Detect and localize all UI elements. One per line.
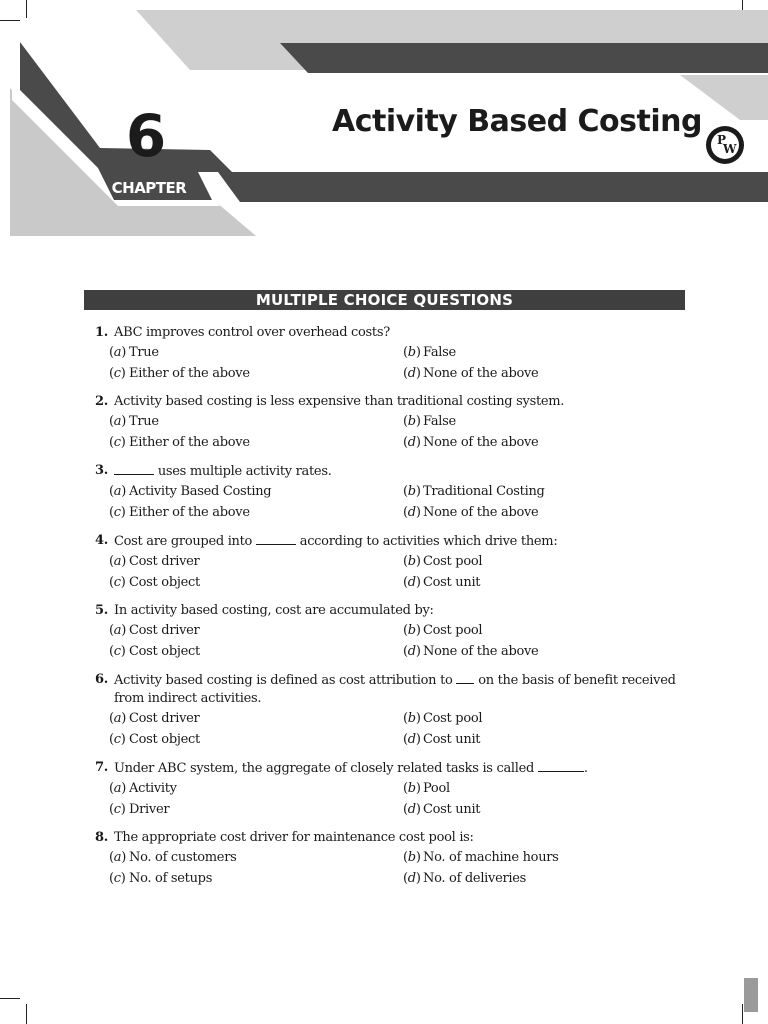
logo-letter-w: W [723,142,737,156]
question-number: 7. [95,760,108,775]
option [109,870,403,888]
option-letter: (d) [403,366,421,381]
option-letter: (a) [109,850,127,865]
option [403,849,697,867]
option-letter: (c) [109,644,126,659]
chapter-label: CHAPTER [111,179,187,197]
option [109,574,403,592]
question-stem [94,759,694,778]
question-stem [94,462,694,481]
option-letter: (c) [109,505,126,520]
question-item [94,462,694,522]
option [109,622,403,640]
question-number: 2. [95,394,108,409]
option [109,801,403,819]
option-letter: (d) [403,435,421,450]
option-letter: (d) [403,505,421,520]
option-letter: (b) [403,781,421,796]
option-text: Cost driver [129,623,200,638]
option-text: Cost pool [423,711,483,726]
option [403,553,697,571]
question-text: Activity based costing is less expensive than traditional costing system. [114,394,565,409]
option [403,870,697,888]
option [403,780,697,798]
option-letter: (b) [403,554,421,569]
chapter-title: Activity Based Costing [332,104,702,139]
option [109,434,403,452]
option-text: Cost driver [129,554,200,569]
question-stem [94,829,694,847]
option [109,643,403,661]
option [403,710,697,728]
option [109,553,403,571]
option-letter: (a) [109,623,127,638]
question-text: The appropriate cost driver for maintenance cost pool is: [114,830,474,845]
question-list [94,324,694,898]
option [403,413,697,431]
option-text: Traditional Costing [423,484,545,499]
option-text: No. of setups [129,871,213,886]
option-text: Cost unit [423,575,481,590]
option [109,504,403,522]
option [403,574,697,592]
option-letter: (c) [109,575,126,590]
logo-letter-p: P [717,133,727,147]
question-item [94,393,694,452]
question-item [94,324,694,383]
option-text: None of the above [423,435,539,450]
option-text: Cost pool [423,554,483,569]
question-text: In activity based costing, cost are accumulated by: [114,603,434,618]
option-letter: (d) [403,575,421,590]
answer-blank [456,671,474,684]
option-letter: (b) [403,414,421,429]
option-text: None of the above [423,366,539,381]
question-item [94,759,694,819]
option [403,365,697,383]
question-item [94,829,694,888]
answer-blank [114,462,154,475]
option-text: False [423,414,456,429]
option-text: None of the above [423,644,539,659]
option [109,483,403,501]
option-text: Cost object [129,575,200,590]
option [403,344,697,362]
option-text: Either of the above [129,366,250,381]
question-number: 5. [95,603,108,618]
option-letter: (d) [403,644,421,659]
option-text: Cost object [129,732,200,747]
question-stem [94,671,694,708]
option-text: Cost pool [423,623,483,638]
option [403,801,697,819]
question-text: according to activities which drive them: [295,534,558,549]
option [403,504,697,522]
option-text: None of the above [423,505,539,520]
options-grid [94,849,694,888]
question-number: 4. [95,533,108,548]
option-letter: (c) [109,871,126,886]
option-text: Pool [423,781,450,796]
option-letter: (a) [109,554,127,569]
option [109,710,403,728]
option-text: Either of the above [129,435,250,450]
options-grid [94,622,694,661]
option-letter: (b) [403,623,421,638]
options-grid [94,553,694,592]
option-text: No. of machine hours [423,850,559,865]
options-grid [94,780,694,819]
option [109,365,403,383]
question-item [94,532,694,592]
options-grid [94,413,694,452]
option [403,731,697,749]
question-stem [94,393,694,411]
question-item [94,602,694,661]
option-letter: (b) [403,850,421,865]
option-letter: (a) [109,345,127,360]
option-letter: (a) [109,711,127,726]
option-text: Cost driver [129,711,200,726]
question-number: 6. [95,672,108,687]
option-letter: (b) [403,711,421,726]
option-letter: (a) [109,781,127,796]
option-text: Driver [129,802,170,817]
question-text: Cost are grouped into [114,534,256,549]
question-text: Activity based costing is defined as cost attribution to [114,673,457,688]
option-text: Activity [129,781,177,796]
question-text: Under ABC system, the aggregate of closely related tasks is called [114,761,538,776]
question-stem [94,324,694,342]
option-letter: (d) [403,802,421,817]
option-letter: (d) [403,871,421,886]
option [403,483,697,501]
options-grid [94,483,694,522]
question-number: 8. [95,830,108,845]
question-text: ABC improves control over overhead costs? [114,325,390,340]
option-text: Cost object [129,644,200,659]
question-text: on the basis of benefit received from indirect activities. [114,673,676,706]
option-letter: (a) [109,484,127,499]
question-stem [94,532,694,551]
answer-blank [256,532,296,545]
option-text: Cost unit [423,802,481,817]
crop-mark [0,998,20,999]
option [403,622,697,640]
options-grid [94,710,694,749]
option-letter: (a) [109,414,127,429]
option [109,344,403,362]
option-letter: (c) [109,366,126,381]
question-number: 1. [95,325,108,340]
question-item [94,671,694,749]
option-text: Activity Based Costing [129,484,272,499]
question-text: . [583,761,588,776]
question-text: uses multiple activity rates. [154,464,332,479]
section-heading: MULTIPLE CHOICE QUESTIONS [84,290,685,310]
option [109,731,403,749]
chapter-number: 6 [125,102,167,170]
question-stem [94,602,694,620]
pw-logo-badge [711,131,739,159]
option-text: Either of the above [129,505,250,520]
answer-blank [538,759,584,772]
pw-logo-icon [706,126,744,164]
option [403,434,697,452]
options-grid [94,344,694,383]
option [403,643,697,661]
option-letter: (b) [403,484,421,499]
option-letter: (c) [109,435,126,450]
option-text: No. of deliveries [423,871,527,886]
option-letter: (c) [109,802,126,817]
crop-mark [26,1004,27,1024]
option-text: False [423,345,456,360]
option-letter: (b) [403,345,421,360]
option-text: True [129,414,159,429]
question-number: 3. [95,463,108,478]
option-text: True [129,345,159,360]
option-text: Cost unit [423,732,481,747]
option [109,849,403,867]
option-letter: (d) [403,732,421,747]
crop-mark [742,1004,743,1024]
option [109,780,403,798]
option-text: No. of customers [129,850,237,865]
page-edge-tab [744,978,758,1012]
option [109,413,403,431]
option-letter: (c) [109,732,126,747]
